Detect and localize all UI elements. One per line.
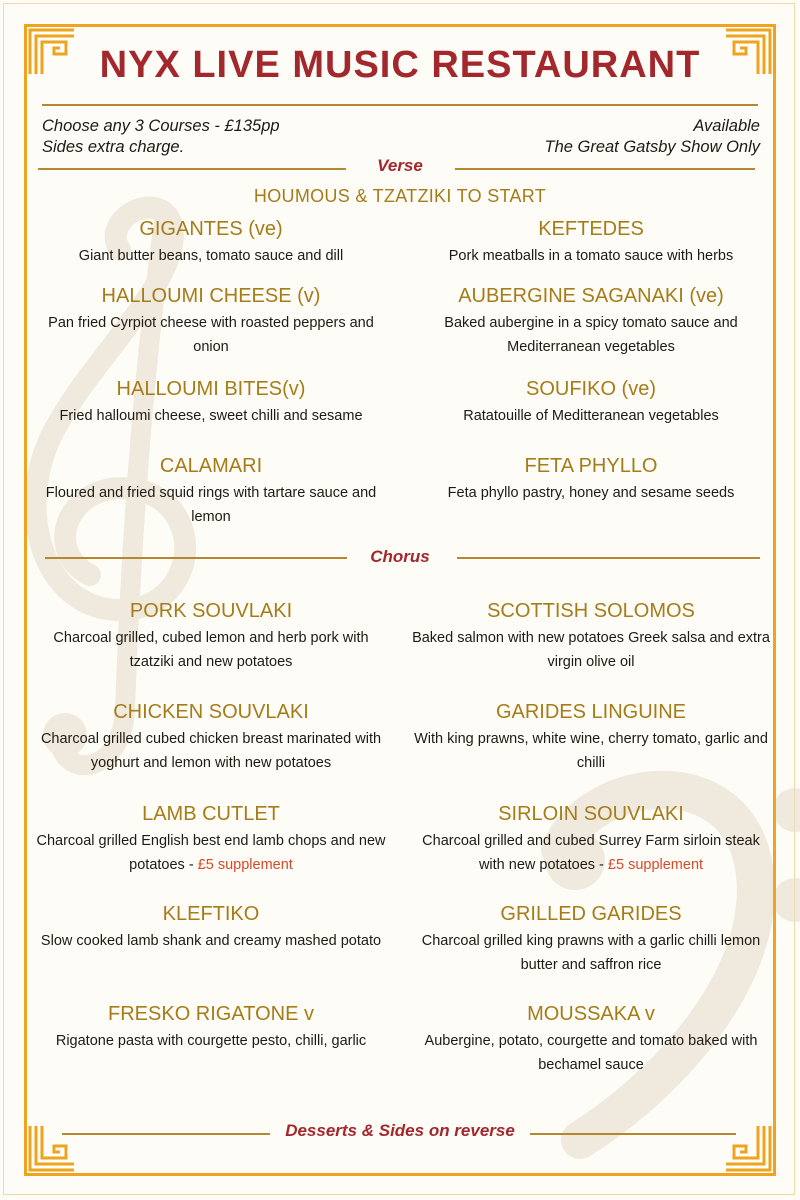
dish-name: FRESKO RIGATONE v — [108, 1003, 314, 1025]
restaurant-title: NYX LIVE MUSIC RESTAURANT — [99, 44, 701, 86]
menu-item — [31, 598, 391, 674]
dish-description: Rigatone pasta with courgette pesto, chilli, garlic — [55, 1033, 367, 1049]
dish-name: GIGANTES (ve) — [139, 218, 283, 240]
title-divider — [42, 104, 758, 106]
dish-name: KEFTEDES — [538, 218, 644, 240]
menu-item — [411, 801, 771, 877]
menu-item — [411, 699, 771, 775]
dish-name: SCOTTISH SOLOMOS — [487, 600, 695, 622]
dish-name: GRILLED GARIDES — [500, 903, 682, 925]
dish-description: Fried halloumi cheese, sweet chilli and sesame — [59, 408, 363, 424]
menu-item — [31, 453, 391, 529]
dish-description: Ratatouille of Meditteranean vegetables — [463, 408, 719, 424]
dish-description: Floured and fried squid rings with tartare sauce and lemon — [45, 485, 377, 525]
dish-name: CALAMARI — [159, 455, 263, 477]
supplement-price: £5 supplement — [607, 857, 704, 873]
dish-description: Charcoal grilled, cubed lemon and herb pork with tzatziki and new potatoes — [53, 630, 369, 670]
dish-name: HALLOUMI BITES(v) — [116, 378, 306, 400]
section-title-verse: Verse — [377, 156, 423, 175]
menu-item — [411, 598, 771, 674]
dish-name: SOUFIKO (ve) — [525, 378, 656, 400]
menu-item — [31, 376, 391, 428]
dish-description: Pan fried Cyrpiot cheese with roasted peppers and onion — [48, 315, 374, 355]
menu-item — [31, 801, 391, 877]
dish-description: Feta phyllo pastry, honey and sesame seeds — [447, 485, 735, 501]
menu-item — [31, 283, 391, 359]
menu-item — [411, 283, 771, 359]
footer-note: Desserts & Sides on reverse — [285, 1121, 515, 1140]
dish-name: PORK SOUVLAKI — [129, 600, 293, 622]
menu-item — [411, 901, 771, 977]
dish-name: LAMB CUTLET — [142, 803, 280, 825]
dish-description: Slow cooked lamb shank and creamy mashed potato — [40, 933, 382, 949]
course-price-line: Choose any 3 Courses - £135pp — [42, 117, 280, 135]
dish-description: Aubergine, potato, courgette and tomato baked with bechamel sauce — [424, 1033, 758, 1073]
menu-item — [411, 453, 771, 505]
dish-description: Giant butter beans, tomato sauce and dill — [78, 248, 344, 264]
starter-note: HOUMOUS & TZATZIKI TO START — [253, 186, 547, 206]
availability-info — [544, 116, 760, 158]
dish-description-text: Charcoal grilled and cubed Surrey Farm sirloin steak with new potatoes - — [422, 833, 760, 873]
menu-item — [31, 699, 391, 775]
dish-description — [31, 829, 391, 877]
dish-name: MOUSSAKA v — [527, 1003, 655, 1025]
dish-description: Charcoal grilled king prawns with a garlic chilli lemon butter and saffron rice — [421, 933, 761, 973]
menu-item — [31, 1001, 391, 1053]
dish-description: With king prawns, white wine, cherry tomato, garlic and chilli — [414, 731, 768, 771]
dish-name: FETA PHYLLO — [524, 455, 658, 477]
menu-item — [31, 216, 391, 268]
sides-note-line: Sides extra charge. — [42, 138, 185, 156]
verse-divider-right — [455, 168, 755, 170]
course-price-info — [42, 116, 280, 158]
dish-name: KLEFTIKO — [162, 903, 260, 925]
dish-description: Baked aubergine in a spicy tomato sauce and Mediterranean vegetables — [444, 315, 738, 355]
dish-description: Baked salmon with new potatoes Greek salsa and extra virgin olive oil — [412, 630, 770, 670]
dish-description: Pork meatballs in a tomato sauce with herbs — [448, 248, 734, 264]
dish-description: Charcoal grilled cubed chicken breast marinated with yoghurt and lemon with new potatoes — [40, 731, 382, 771]
menu-item — [31, 901, 391, 953]
dish-name: GARIDES LINGUINE — [495, 701, 687, 723]
dish-description — [411, 829, 771, 877]
chorus-divider-right — [457, 557, 760, 559]
section-title-chorus: Chorus — [370, 547, 430, 566]
dish-description-text: Charcoal grilled English best end lamb chops and new potatoes - — [36, 833, 386, 873]
menu-item — [411, 1001, 771, 1077]
footer-divider-right — [530, 1133, 736, 1135]
dish-name: HALLOUMI CHEESE (v) — [101, 285, 321, 307]
menu-item — [411, 376, 771, 428]
dish-name: SIRLOIN SOUVLAKI — [498, 803, 684, 825]
dish-name: AUBERGINE SAGANAKI (ve) — [458, 285, 724, 307]
dish-name: CHICKEN SOUVLAKI — [113, 701, 309, 723]
show-name-line: The Great Gatsby Show Only — [544, 138, 760, 156]
menu-item — [411, 216, 771, 268]
supplement-price: £5 supplement — [197, 857, 293, 873]
availability-line: Available — [693, 117, 760, 135]
